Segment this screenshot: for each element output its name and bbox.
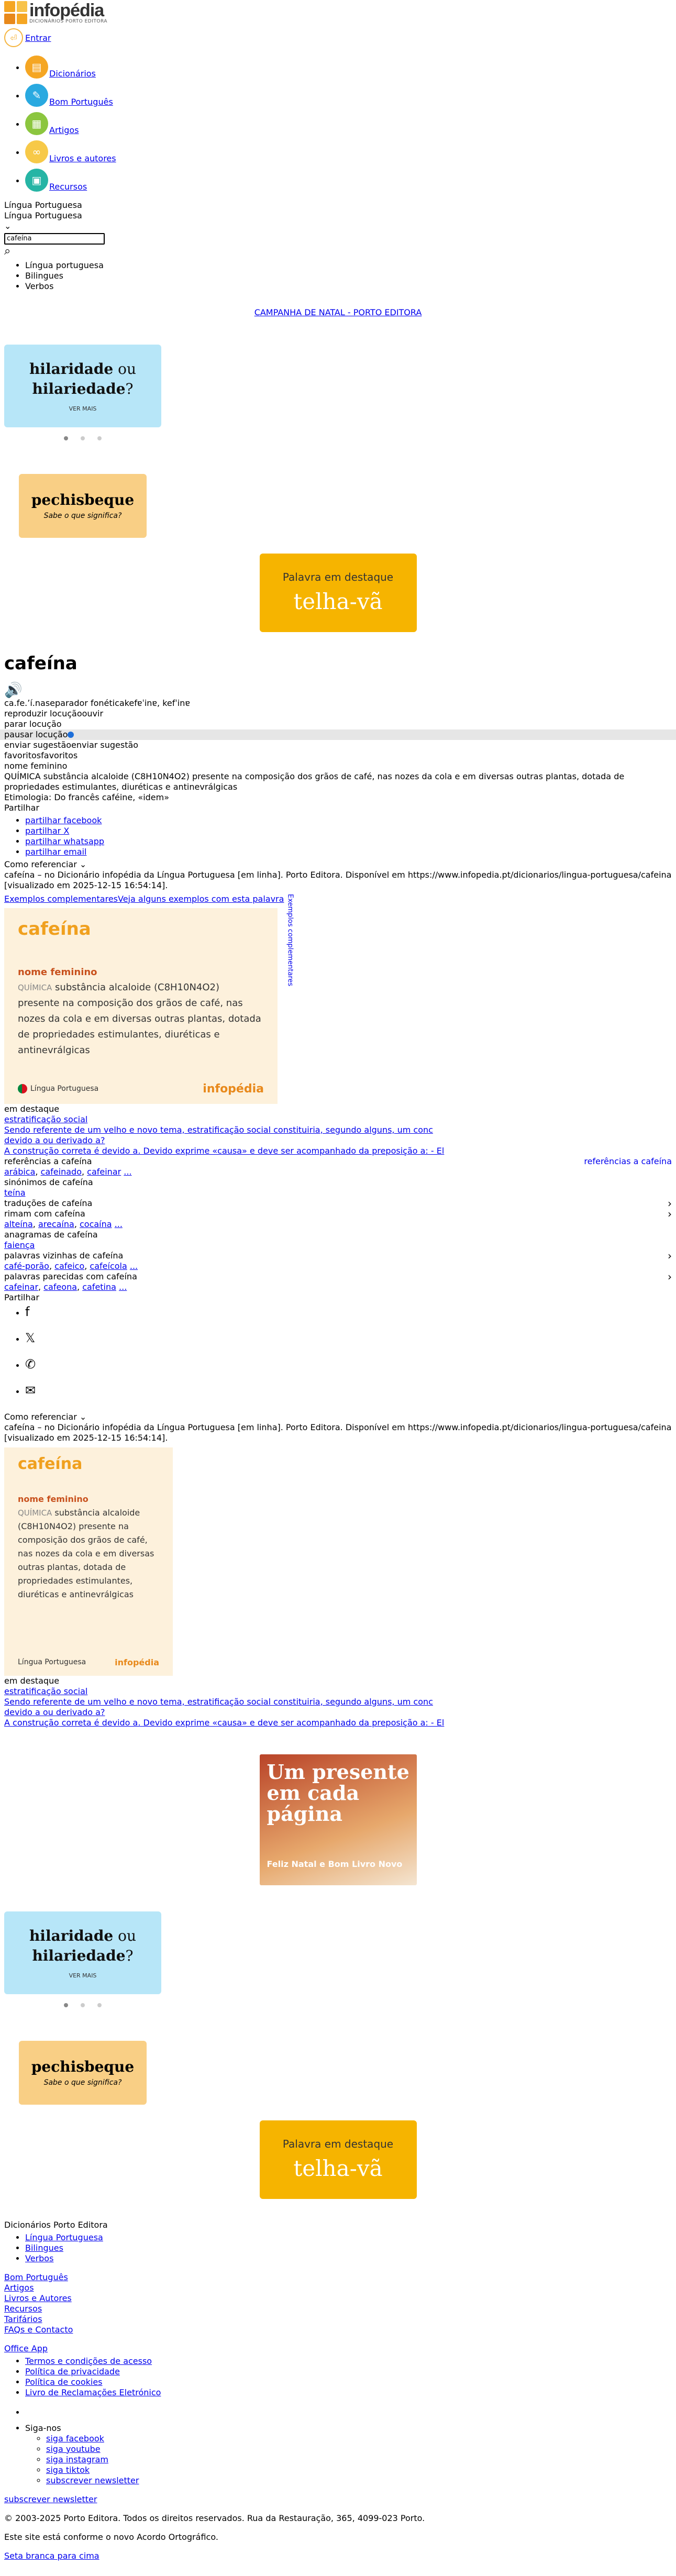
footer-link[interactable]: Bom Português — [4, 2272, 68, 2282]
rhymes-list: alteína, arecaína, cocaína ... — [4, 1219, 123, 1229]
speaker-icon[interactable]: 🔊 — [4, 681, 23, 699]
legal-link[interactable]: Política de privacidade — [25, 2366, 120, 2376]
nav-item-livros[interactable] — [25, 140, 672, 163]
nearby-words-title-text: palavras vizinhas de cafeína — [4, 1250, 124, 1261]
promo-word-b: hilariedade — [32, 1947, 126, 1964]
nav-item-dicionarios[interactable] — [25, 56, 672, 79]
search-input[interactable] — [4, 233, 105, 245]
highlight-link[interactable]: Sendo referente de um velho e novo tema, estratificação social constituiria, segundo alguns, um conc — [4, 1124, 433, 1135]
logo-name: infopédia — [29, 0, 104, 20]
email-icon[interactable]: ✉ — [25, 1383, 36, 1398]
suggest-icon: enviar sugestão — [4, 739, 72, 750]
similar-words-list: cafeinar, cafeona, cafetina ... — [4, 1281, 127, 1292]
newsletter-subscribe[interactable]: subscrever newsletter — [4, 2494, 97, 2504]
synonym-link[interactable]: teína — [4, 1187, 26, 1198]
card-word: cafeína — [18, 1454, 83, 1473]
nearby-word-link[interactable]: café-porão — [4, 1261, 49, 1271]
similar-word-link[interactable]: cafetina — [82, 1281, 116, 1292]
pause-audio-button[interactable] — [0, 729, 676, 740]
promo-word: pechisbeque — [31, 491, 135, 508]
send-suggestion-button[interactable] — [4, 740, 672, 750]
card-category: QUÍMICA — [18, 982, 52, 992]
resources-icon: • ▣ — [25, 169, 48, 192]
pechisbeque-promo[interactable] — [19, 474, 147, 538]
favorites-label: favoritos — [41, 750, 78, 760]
newsletter-link[interactable]: subscrever newsletter — [46, 2475, 139, 2485]
how-to-cite-label: Como referenciar — [4, 859, 77, 869]
carousel-dots — [4, 433, 161, 443]
facebook-icon[interactable]: f — [25, 1304, 30, 1319]
share-x — [25, 826, 672, 836]
highlight-link[interactable]: A construção correta é devido a. Devido exprime «causa» e deve ser acompanhado da preposição a: - El — [4, 1717, 445, 1728]
x-icon[interactable]: 𝕏 — [25, 1330, 36, 1345]
definition-text: substância alcaloide (C8H10N4O2) presente na composição dos grãos de café, nas nozes da cola e em diversas outras plantas, dotada de propriedades estimulantes, diuréticas e antinevrálgicas — [4, 771, 625, 792]
entry-title: cafeína — [4, 653, 77, 674]
stop-audio-button[interactable]: parar locução — [4, 718, 62, 729]
highlights-label: em destaque — [4, 1103, 60, 1114]
similar-words-title-text: palavras parecidas com cafeína — [4, 1271, 137, 1281]
option-lingua-portuguesa[interactable]: • Língua portuguesa — [25, 260, 672, 271]
featured-label: Palavra em destaque — [282, 571, 394, 583]
promo-qmark: ? — [125, 380, 134, 397]
synonyms-list — [4, 1188, 672, 1198]
flag-icon — [18, 1084, 27, 1093]
suggest-label: enviar sugestão — [71, 739, 139, 750]
follow-us-label: Siga-nos — [25, 2423, 61, 2433]
share-label: Partilhar — [4, 802, 39, 813]
highlight-link[interactable]: devido a ou derivado a? — [4, 1135, 105, 1145]
footer-links — [4, 2272, 672, 2335]
hilaridade-promo[interactable] — [4, 345, 161, 427]
play-icon: reproduzir locução — [4, 708, 82, 718]
share-x — [25, 1331, 672, 1357]
promo-word: pechisbeque — [31, 2058, 135, 2075]
search-icon[interactable]: ⌕ — [4, 244, 11, 258]
reference-more[interactable]: ... — [124, 1166, 132, 1177]
follow-youtube[interactable]: siga youtube — [46, 2444, 101, 2454]
footer-link[interactable]: Recursos — [4, 2303, 42, 2314]
share-whatsapp — [25, 836, 672, 847]
share-email-link[interactable]: partilhar email — [25, 846, 87, 857]
nearby-word-link[interactable]: cafeico — [54, 1261, 85, 1271]
citation: cafeína – no Dicionário infopédia da Língua Portuguesa [em linha]. Porto Editora. Disponível em https://www.infopedia.pt/dicionarios/lingua-portuguesa/cafeina [visualizado em 2025-12-15 16:54:14]. — [4, 869, 672, 890]
chevron-down-icon[interactable]: ⌄ — [4, 221, 12, 231]
synonyms-title: sinónimos de cafeína — [4, 1177, 93, 1187]
footer-link[interactable]: FAQs e Contacto — [4, 2324, 73, 2335]
chevron-down-icon: ⌄ — [79, 1411, 87, 1422]
promo-word-b: hilariedade — [32, 380, 126, 397]
chevron-right-icon[interactable]: › — [668, 1207, 672, 1220]
card-gender: nome feminino — [18, 1494, 88, 1504]
carousel-dot[interactable] — [64, 2003, 68, 2007]
follow-facebook[interactable]: siga facebook — [46, 2433, 104, 2444]
definition — [4, 771, 672, 792]
syllables: ca.fe.ʼí.na — [4, 698, 46, 708]
examples-link[interactable]: Veja alguns exemplos com esta palavra — [118, 893, 284, 904]
office-app-link[interactable]: Office App — [4, 2343, 48, 2353]
similar-word-link[interactable]: cafeona — [43, 1281, 77, 1292]
definition-category: QUÍMICA — [4, 771, 41, 781]
anagram-link[interactable]: faiença — [4, 1240, 35, 1250]
footer-social — [4, 2407, 672, 2486]
featured-label: Palavra em destaque — [282, 2138, 394, 2150]
promo-qmark: ? — [125, 1947, 134, 1964]
rhyme-link[interactable]: cocaína — [79, 1219, 112, 1229]
share-email — [25, 1384, 672, 1410]
logo-icon — [4, 1, 27, 24]
social-share-list — [4, 1305, 672, 1410]
copyright: © 2003-2025 Porto Editora. Todos os direitos reservados. Rua da Restauração, 365, 4099-023 Porto. — [4, 2513, 425, 2523]
dictionary-select[interactable]: Língua Portuguesa — [4, 211, 82, 220]
rhyme-link[interactable]: alteína — [4, 1219, 33, 1229]
share-whatsapp-link[interactable]: partilhar whatsapp — [25, 836, 105, 846]
chevron-right-icon[interactable]: › — [668, 1270, 672, 1283]
examples-icon[interactable]: Exemplos complementares — [4, 893, 118, 904]
share-whatsapp — [25, 1357, 672, 1384]
highlight-link[interactable]: estratificação social — [4, 1114, 88, 1124]
highlight-link[interactable]: estratificação social — [4, 1686, 88, 1696]
featured-word: telha-vã — [293, 589, 383, 614]
footer-link[interactable]: Língua Portuguesa — [25, 2232, 103, 2242]
legal-link[interactable]: Política de cookies — [25, 2376, 103, 2387]
references-title-text: referências a cafeína — [4, 1156, 92, 1166]
examples-side-tab[interactable]: Exemplos complementares — [286, 893, 294, 986]
pen-icon: • ✎ — [25, 84, 48, 107]
share-facebook-link[interactable]: partilhar facebook — [25, 815, 102, 825]
carousel-dot[interactable] — [64, 436, 68, 440]
carousel-dot[interactable] — [81, 436, 85, 440]
legal-link[interactable]: Termos e condições de acesso — [25, 2356, 152, 2366]
reference-link[interactable]: arábica — [4, 1166, 36, 1177]
similar-words-title[interactable] — [4, 1272, 672, 1282]
footer-link[interactable]: Livros e Autores — [4, 2293, 72, 2303]
how-to-cite[interactable] — [4, 1412, 672, 1422]
see-more-link[interactable]: VER MAIS — [69, 405, 97, 412]
reference-link[interactable]: cafeinado — [40, 1166, 82, 1177]
anagrams-list — [4, 1240, 672, 1251]
promo-question: Sabe o que significa? — [43, 2079, 122, 2087]
rhymes-title[interactable] — [4, 1209, 672, 1219]
whatsapp-icon[interactable]: ✆ — [25, 1356, 36, 1372]
rhymes-title-text: rimam com cafeína — [4, 1208, 85, 1219]
card-definition — [4, 1504, 173, 1601]
card-category: QUÍMICA — [18, 1508, 52, 1518]
featured-word: telha-vã — [293, 2155, 383, 2181]
highlight-link[interactable]: Sendo referente de um velho e novo tema, estratificação social constituiria, segundo alguns, um conc — [4, 1696, 433, 1707]
christmas-ad[interactable] — [260, 1754, 417, 1885]
phonetic-separator-image: separador fonética — [45, 698, 125, 708]
carousel-dot[interactable] — [97, 436, 102, 440]
option-bilingues[interactable]: • Bilingues — [25, 271, 672, 281]
back-to-top[interactable]: Seta branca para cima — [4, 2550, 99, 2561]
follow-instagram[interactable]: siga instagram — [46, 2454, 108, 2464]
footer-link[interactable]: Bilingues — [25, 2242, 63, 2253]
nearby-words-list: café-porão, cafeico, cafeícola ... — [4, 1261, 138, 1271]
promo-word-a: hilaridade — [29, 360, 114, 378]
footer-link[interactable]: Artigos — [4, 2282, 34, 2293]
login-label[interactable]: Entrar — [25, 32, 51, 43]
nearby-word-more[interactable]: ... — [129, 1261, 138, 1271]
see-more-link[interactable]: VER MAIS — [69, 1972, 97, 1979]
carousel-dots — [4, 1999, 161, 2009]
login-icon: ⏎ — [4, 28, 23, 47]
promo-word-a: hilaridade — [29, 1927, 114, 1944]
card-word: cafeína — [18, 918, 91, 939]
footer-dictionaries — [4, 2232, 672, 2264]
nav-label[interactable]: Livros e autores — [49, 153, 116, 163]
favorites-icon: favoritos — [4, 750, 41, 760]
card-definition-text: substância alcaloide (C8H10N4O2) presente na composição dos grãos de café, nas nozes da cola e em diversas outras plantas, dotada de propriedades estimulantes, diuréticas e antinevrálgicas — [18, 981, 261, 1056]
card-gender: nome feminino — [18, 966, 97, 978]
card-language — [18, 1084, 98, 1093]
chevron-right-icon[interactable]: › — [668, 1197, 672, 1210]
how-to-cite[interactable] — [4, 859, 672, 870]
card-definition — [4, 978, 278, 1058]
legal-link[interactable]: Livro de Reclamações Eletrónico — [25, 2387, 161, 2397]
logo-subtitle: DICIONÁRIOS PORTO EDITORA — [29, 18, 108, 24]
rhyme-link[interactable]: arecaína — [38, 1219, 74, 1229]
favorites-button[interactable] — [4, 750, 672, 761]
card-brand: infopédia — [203, 1082, 264, 1096]
footer-link[interactable]: Verbos — [25, 2253, 54, 2263]
main-nav — [4, 56, 672, 192]
etymology: Etimologia: Do francês caféine, «idem» — [4, 792, 170, 802]
grammatical-gender: nome feminino — [4, 760, 68, 771]
nav-label[interactable]: Artigos — [49, 125, 79, 135]
entry-card-small — [4, 1447, 173, 1676]
entry-card — [4, 908, 278, 1104]
nearby-words-title[interactable] — [4, 1251, 672, 1261]
article-icon: • ▦ — [25, 112, 48, 135]
phonetic-line — [4, 698, 672, 709]
nav-label[interactable]: Bom Português — [49, 97, 113, 107]
references-list: arábica, cafeinado, cafeinar ... — [4, 1166, 132, 1177]
anagrams-title: anagramas de cafeína — [4, 1229, 98, 1240]
promo-or: ou — [118, 1927, 137, 1944]
card-definition-text: substância alcaloide (C8H10N4O2) presente na composição dos grãos de café, nas nozes da cola e em diversas outras plantas, dotada de propriedades estimulantes, diuréticas e antinevrálgicas — [18, 1507, 154, 1599]
featured-word-box[interactable] — [260, 554, 417, 632]
footer-link[interactable]: Tarifários — [4, 2314, 42, 2324]
nav-label[interactable]: Recursos — [49, 182, 87, 192]
ad-subtitle: Feliz Natal e Bom Livro Novo — [267, 1859, 403, 1869]
rhyme-more[interactable]: ... — [114, 1219, 123, 1229]
references-image: referências a cafeína — [584, 1156, 672, 1166]
nav-item-artigos[interactable] — [25, 112, 672, 135]
hilaridade-promo[interactable] — [4, 1911, 161, 1994]
promo-question: Sabe o que significa? — [43, 512, 122, 520]
carousel-dot[interactable] — [81, 2003, 85, 2007]
highlight-link[interactable]: devido a ou derivado a? — [4, 1707, 105, 1717]
nearby-word-link[interactable]: cafeícola — [90, 1261, 127, 1271]
follow-tiktok[interactable]: siga tiktok — [46, 2464, 90, 2475]
reference-link[interactable]: cafeinar — [87, 1166, 121, 1177]
dictionary-options — [4, 260, 672, 292]
card-brand: infopédia — [115, 1657, 159, 1667]
nav-item-bom-portugues[interactable] — [25, 84, 672, 107]
highlight-link[interactable]: A construção correta é devido a. Devido exprime «causa» e deve ser acompanhado da preposição a: - El — [4, 1145, 445, 1156]
play-label: ouvir — [82, 708, 104, 718]
promo-or: ou — [118, 360, 137, 378]
footer-legal — [4, 2356, 672, 2398]
how-to-cite-label: Como referenciar — [4, 1411, 77, 1422]
share-facebook — [25, 1305, 672, 1331]
share-facebook — [25, 815, 672, 826]
play-audio-button[interactable] — [4, 709, 672, 719]
nav-label[interactable]: Dicionários — [49, 69, 96, 79]
nav-item-recursos[interactable] — [25, 169, 672, 192]
similar-word-more[interactable]: ... — [119, 1281, 127, 1292]
share-x-link[interactable]: partilhar X — [25, 825, 70, 836]
footer-dictionaries-title: Dicionários Porto Editora — [4, 2219, 108, 2230]
option-verbos[interactable]: • Verbos — [25, 281, 672, 292]
orthographic-agreement: Este site está conforme o novo Acordo Ortográfico. — [4, 2531, 218, 2542]
highlights-label: em destaque — [4, 1675, 60, 1686]
site-logo[interactable] — [4, 0, 672, 24]
card-language-label: Língua Portuguesa — [30, 1085, 99, 1093]
share-email — [25, 847, 672, 857]
share-list — [4, 815, 672, 857]
audio-progress-dot[interactable] — [68, 732, 74, 738]
citation: cafeína – no Dicionário infopédia da Língua Portuguesa [em linha]. Porto Editora. Disponível em https://www.infopedia.pt/dicionarios/lingua-portuguesa/cafeina [visualizado em 2025-12-15 16:54:14]. — [4, 1422, 672, 1443]
translations-title-text: traduções de cafeína — [4, 1198, 93, 1208]
chevron-down-icon: ⌄ — [79, 859, 87, 869]
references-title — [4, 1156, 672, 1167]
book-icon: • ▤ — [25, 56, 48, 79]
examples — [4, 894, 672, 1104]
translations-title[interactable] — [4, 1198, 672, 1209]
chevron-right-icon[interactable]: › — [668, 1249, 672, 1262]
share-label: Partilhar — [4, 1292, 39, 1302]
similar-word-link[interactable]: cafeinar — [4, 1281, 39, 1292]
pechisbeque-promo[interactable] — [19, 2041, 147, 2105]
christmas-campaign-banner[interactable]: CAMPANHA DE NATAL - PORTO EDITORA — [254, 307, 422, 317]
featured-word-box[interactable] — [260, 2120, 417, 2199]
phonetic-transcription: kefɐˈinɐ, kefˈinɐ — [124, 698, 190, 708]
dictionary-selected: Língua Portuguesa — [4, 200, 82, 210]
card-language: Língua Portuguesa — [18, 1658, 86, 1666]
ad-title: Um presente em cada página — [267, 1760, 409, 1826]
glasses-icon: • ∞ — [25, 140, 48, 163]
login-link[interactable] — [4, 28, 672, 47]
carousel-dot[interactable] — [97, 2003, 102, 2007]
pause-icon: pausar locução — [4, 729, 68, 739]
footer-blank-item — [25, 2407, 672, 2418]
